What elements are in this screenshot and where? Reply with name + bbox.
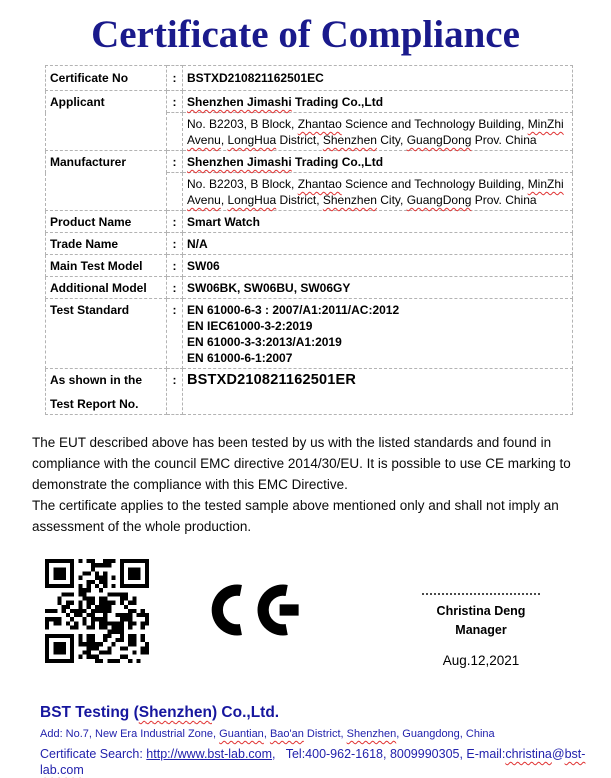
table-row xyxy=(46,299,573,369)
signer-name: Christina Deng xyxy=(436,604,526,618)
main-test-model-value: SW06 xyxy=(183,255,573,277)
stamps-row xyxy=(45,559,581,689)
text-segment: , Tel:400-962-1618, 8009990305, E-mail: xyxy=(272,747,506,761)
text-segment: , xyxy=(263,728,270,740)
spellcheck-flagged-text: Bao'an xyxy=(269,728,304,740)
report-no-value: BSTXD210821162501ER xyxy=(183,369,573,415)
applicant-name xyxy=(183,91,573,113)
text-segment: , Guangdong, China xyxy=(396,728,495,740)
spellcheck-flagged-text: Shenzhen xyxy=(322,133,377,147)
text-segment: Add: No.7, New Era Industrial Zone, xyxy=(40,728,220,740)
report-no-label-line1: As shown in the xyxy=(50,373,143,387)
spellcheck-flagged-text: Shenzhen Jimashi xyxy=(187,95,292,109)
colon-separator: : xyxy=(167,255,183,277)
spellcheck-flagged-text: GuangDong xyxy=(406,133,472,147)
manufacturer-name xyxy=(183,151,573,173)
lab-company-name xyxy=(40,703,595,723)
spellcheck-flagged-text: Shenzhen xyxy=(322,193,377,207)
colon-separator: : xyxy=(167,151,183,173)
text-segment: District, xyxy=(303,728,347,740)
text-segment: ) Co.,Ltd. xyxy=(211,704,280,721)
text-segment: Trading Co.,Ltd xyxy=(291,155,384,169)
table-row xyxy=(46,277,573,299)
colon-separator: : xyxy=(167,277,183,299)
declaration-text xyxy=(32,432,588,537)
table-row xyxy=(46,369,573,415)
table-row xyxy=(46,233,573,255)
text-segment: , xyxy=(220,133,228,147)
text-segment: Trading Co.,Ltd xyxy=(291,95,384,109)
signature-block xyxy=(381,593,581,668)
text-segment: Science and Technology Building, xyxy=(341,117,528,131)
certificate-table xyxy=(45,65,573,415)
lab-website-link[interactable]: http://www.bst-lab.com xyxy=(146,747,273,761)
table-row xyxy=(46,91,573,113)
spellcheck-flagged-text: Guantian xyxy=(219,728,264,740)
text-segment: @ xyxy=(551,747,565,761)
text-segment: District, xyxy=(276,133,323,147)
text-segment: No. B2203, B Block, xyxy=(187,177,298,191)
spellcheck-flagged-text: LongHua xyxy=(227,133,277,147)
spellcheck-flagged-text: MinZhi Avenu xyxy=(187,177,564,207)
signature-dotted-line xyxy=(422,593,540,595)
text-segment: Prov. China xyxy=(471,193,537,207)
certificate-title: Certificate of Compliance xyxy=(91,13,520,56)
table-row xyxy=(46,66,573,91)
trade-name-label: Trade Name xyxy=(46,233,167,255)
applicant-address xyxy=(183,113,573,151)
spellcheck-flagged-text: Shenzhen xyxy=(346,728,397,740)
text-segment: City, xyxy=(376,133,407,147)
qr-code xyxy=(45,559,149,663)
spellcheck-flagged-text: christina xyxy=(505,747,552,761)
spellcheck-flagged-text: bst-lab.com xyxy=(40,747,586,777)
test-standard-line: EN IEC61000-3-2:2019 xyxy=(187,319,313,333)
text-segment: No. B2203, B Block, xyxy=(187,117,298,131)
certificate-no-value: BSTXD210821162501EC xyxy=(183,66,573,91)
spellcheck-flagged-text: Shenzhen Jimashi xyxy=(187,155,292,169)
empty-cell xyxy=(167,173,183,211)
text-segment: Prov. China xyxy=(471,133,537,147)
spellcheck-flagged-text: GuangDong xyxy=(406,193,472,207)
text-segment: BST Testing ( xyxy=(40,704,139,721)
colon-separator: : xyxy=(167,91,183,113)
signer-title: Manager xyxy=(455,623,507,637)
colon-separator: : xyxy=(167,211,183,233)
manufacturer-address xyxy=(183,173,573,211)
spellcheck-flagged-text: MinZhi Avenu xyxy=(187,117,564,147)
footer xyxy=(40,703,595,778)
spellcheck-flagged-text: Zhantao xyxy=(297,117,342,131)
text-segment: Science and Technology Building, xyxy=(341,177,528,191)
declaration-paragraph-1: The EUT described above has been tested by us with the listed standards and found in compliance with the council EMC directive 2014/30/EU. It is possible to use CE marking to demonstrate the compliance with this EMC Directive. xyxy=(32,435,571,492)
colon-separator: : xyxy=(167,369,183,415)
report-no-label-line2: Test Report No. xyxy=(50,397,139,411)
colon-separator: : xyxy=(167,233,183,255)
lab-address xyxy=(40,727,595,741)
colon-separator: : xyxy=(167,299,183,369)
colon-separator: : xyxy=(167,66,183,91)
test-standard-values xyxy=(183,299,573,369)
applicant-label: Applicant xyxy=(46,91,167,151)
product-name-value: Smart Watch xyxy=(183,211,573,233)
certificate-no-label: Certificate No xyxy=(46,66,167,91)
certificate-search-line xyxy=(40,746,595,778)
text-segment: City, xyxy=(376,193,407,207)
test-standard-line: EN 61000-3-3:2013/A1:2019 xyxy=(187,335,342,349)
trade-name-value: N/A xyxy=(183,233,573,255)
spellcheck-flagged-text: Zhantao xyxy=(297,177,342,191)
report-no-label xyxy=(46,369,167,415)
additional-model-label: Additional Model xyxy=(46,277,167,299)
spellcheck-flagged-text: Shenzhen xyxy=(138,704,212,721)
test-standard-label: Test Standard xyxy=(46,299,167,369)
ce-mark-icon xyxy=(207,571,309,649)
issue-date: Aug.12,2021 xyxy=(442,653,520,668)
declaration-paragraph-2: The certificate applies to the tested sample above mentioned only and shall not imply an assessment of the whole production. xyxy=(32,498,559,534)
spellcheck-flagged-text: LongHua xyxy=(227,193,277,207)
text-segment: , xyxy=(220,193,228,207)
main-test-model-label: Main Test Model xyxy=(46,255,167,277)
test-standard-line: EN 61000-6-3 : 2007/A1:2011/AC:2012 xyxy=(187,303,400,317)
product-name-label: Product Name xyxy=(46,211,167,233)
additional-model-value: SW06BK, SW06BU, SW06GY xyxy=(183,277,573,299)
table-row xyxy=(46,151,573,173)
table-row xyxy=(46,211,573,233)
certificate-search-label: Certificate Search: xyxy=(40,747,147,761)
table-row xyxy=(46,255,573,277)
manufacturer-label: Manufacturer xyxy=(46,151,167,211)
empty-cell xyxy=(167,113,183,151)
test-standard-line: EN 61000-6-1:2007 xyxy=(187,351,293,365)
text-segment: District, xyxy=(276,193,323,207)
